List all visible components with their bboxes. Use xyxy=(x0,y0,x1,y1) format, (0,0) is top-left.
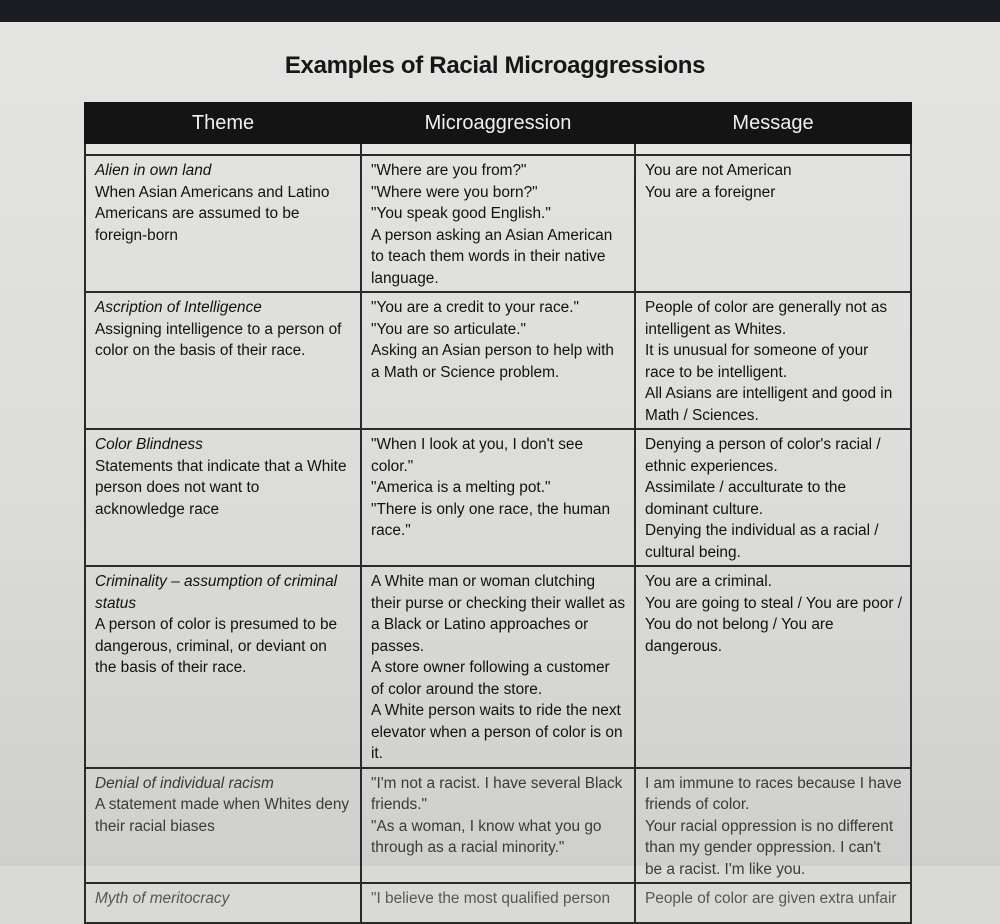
monitor-bezel xyxy=(0,0,1000,22)
microaggression-line: "When I look at you, I don't see color." xyxy=(371,436,584,475)
table-row xyxy=(85,768,911,884)
message-line: Your racial oppression is no different than my gender oppression. I can't be a racist. I'm like you. xyxy=(645,817,894,878)
theme-cell xyxy=(85,429,361,566)
header-message: Message xyxy=(635,103,911,143)
theme-cell xyxy=(85,292,361,429)
message-line: You are a criminal. xyxy=(645,573,772,590)
message-line: People of color are generally not as intelligent as Whites. xyxy=(645,299,888,338)
message-line: Denying the individual as a racial / cultural being. xyxy=(645,522,879,561)
microaggression-cell xyxy=(361,566,635,768)
table-row xyxy=(85,292,911,429)
message-cell xyxy=(635,883,911,923)
microaggression-line: "Where are you from?" xyxy=(371,162,527,179)
microaggression-line: "You speak good English." xyxy=(371,205,551,222)
theme-name: Alien in own land xyxy=(95,162,212,179)
microaggression-line: "I believe the most qualified person xyxy=(371,890,611,907)
message-cell xyxy=(635,292,911,429)
theme-description: A statement made when Whites deny their racial biases xyxy=(95,796,350,835)
message-line: People of color are given extra unfair xyxy=(645,890,897,907)
microaggression-cell xyxy=(361,429,635,566)
microaggression-cell xyxy=(361,883,635,923)
microaggression-line: "You are so articulate." xyxy=(371,320,526,338)
header-theme: Theme xyxy=(85,103,361,143)
table-row xyxy=(85,155,911,292)
microaggression-line: A White person waits to ride the next elevator when a person of color is on it. xyxy=(371,702,623,762)
microaggression-line: A store owner following a customer of color around the store. xyxy=(371,659,610,698)
microaggression-line: Asking an Asian person to help with a Math or Science problem. xyxy=(371,342,614,381)
message-line: You are a foreigner xyxy=(645,183,776,201)
message-line: You are going to steal / You are poor / You do not belong / You are dangerous. xyxy=(645,594,902,655)
theme-name: Color Blindness xyxy=(95,436,203,453)
table-row xyxy=(85,429,911,566)
message-cell xyxy=(635,768,911,884)
theme-description: Assigning intelligence to a person of color on the basis of their race. xyxy=(95,320,342,359)
microaggressions-table xyxy=(84,102,910,924)
table-row xyxy=(85,883,911,923)
document-title: Examples of Racial Microaggressions xyxy=(284,52,706,79)
microaggression-line: A White man or woman clutching their purse or checking their wallet as a Black or Latino approaches or passes. xyxy=(371,573,626,655)
theme-cell xyxy=(85,883,361,923)
theme-description: When Asian Americans and Latino Americans are assumed to be foreign-born xyxy=(95,183,330,244)
theme-name: Myth of meritocracy xyxy=(95,890,230,907)
theme-cell xyxy=(85,155,361,292)
table-row xyxy=(85,566,911,768)
message-line: You are not American xyxy=(645,162,792,179)
message-line: All Asians are intelligent and good in Math / Sciences. xyxy=(645,385,893,424)
message-line: Assimilate / acculturate to the dominant culture. xyxy=(645,479,847,518)
message-line: It is unusual for someone of your race to be intelligent. xyxy=(645,342,869,381)
theme-name: Denial of individual racism xyxy=(95,774,274,792)
header-spacer-row xyxy=(85,143,911,155)
microaggression-line: A person asking an Asian American to teach them words in their native language. xyxy=(371,226,613,287)
microaggression-cell xyxy=(361,768,635,884)
document-page xyxy=(0,22,1000,907)
message-line: Denying a person of color's racial / ethnic experiences. xyxy=(645,436,881,475)
microaggression-line: "America is a melting pot." xyxy=(371,479,551,496)
theme-description: Statements that indicate that a White person does not want to acknowledge race xyxy=(95,457,347,518)
message-line: I am immune to races because I have friends of color. xyxy=(645,774,902,813)
theme-cell xyxy=(85,768,361,884)
message-cell xyxy=(635,155,911,292)
microaggression-line: "Where were you born?" xyxy=(371,183,538,201)
theme-cell xyxy=(85,566,361,768)
message-cell xyxy=(635,566,911,768)
theme-name: Ascription of Intelligence xyxy=(95,299,262,316)
microaggression-line: "As a woman, I know what you go through as a racial minority." xyxy=(371,817,602,856)
microaggression-cell xyxy=(361,292,635,429)
microaggression-line: "You are a credit to your race." xyxy=(371,299,579,316)
microaggression-line: "There is only one race, the human race." xyxy=(371,500,611,539)
theme-name: Criminality – assumption of criminal status xyxy=(95,573,338,612)
table-header-row xyxy=(85,103,911,143)
microaggression-cell xyxy=(361,155,635,292)
header-microaggression: Microaggression xyxy=(361,103,635,143)
theme-description: A person of color is presumed to be dangerous, criminal, or deviant on the basis of their race. xyxy=(95,616,338,676)
microaggression-line: "I'm not a racist. I have several Black friends." xyxy=(371,774,623,813)
message-cell xyxy=(635,429,911,566)
